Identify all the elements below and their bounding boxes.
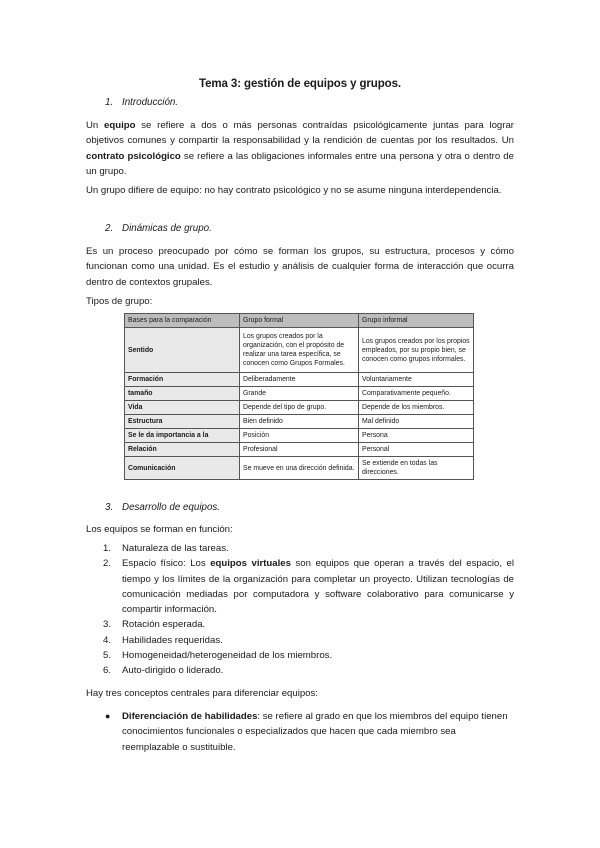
- table-cell: Mal definido: [359, 415, 474, 429]
- table-cell: Comunicación: [125, 457, 240, 480]
- list-item: [86, 541, 514, 556]
- list-item: [86, 648, 514, 663]
- table-cell: Estructura: [125, 415, 240, 429]
- list-item: [86, 633, 514, 648]
- table-cell: Depende de los miembros.: [359, 401, 474, 415]
- list-item: [86, 556, 514, 617]
- table-cell: Los grupos creados por los propios empleados, por su propio bien, se conocen como grupos informales.: [359, 328, 474, 373]
- list-number: 4.: [103, 634, 112, 646]
- table-row: [125, 387, 474, 401]
- section-heading-intro: [105, 97, 178, 108]
- text-run: se refiere a las obligaciones informales entre una persona y otra o dentro de un grupo.: [86, 150, 514, 177]
- list-number: 6.: [103, 665, 112, 677]
- list-number: 3.: [103, 619, 112, 631]
- table-cell: Se mueve en una dirección definida.: [240, 457, 359, 480]
- table-row: [125, 443, 474, 457]
- table-cell: Personal: [359, 443, 474, 457]
- list-text: Rotación esperada.: [122, 619, 206, 631]
- section-heading-dinamicas: [105, 223, 212, 234]
- table-cell: Depende del tipo de grupo.: [240, 401, 359, 415]
- bullet-item: [86, 709, 514, 755]
- bullet-icon: ●: [105, 711, 111, 721]
- table-cell: Posición: [240, 429, 359, 443]
- section-number: 2.: [105, 223, 114, 234]
- list-text: Habilidades requeridas.: [122, 634, 223, 646]
- table-header: Grupo informal: [359, 314, 474, 328]
- table-cell: Formación: [125, 373, 240, 387]
- table-cell: tamaño: [125, 387, 240, 401]
- table-cell: Se le da importancia a la: [125, 429, 240, 443]
- table-cell: Grande: [240, 387, 359, 401]
- page-title: Tema 3: gestión de equipos y grupos.: [199, 78, 401, 90]
- table-row: [125, 328, 474, 373]
- dinamicas-paragraph: Es un proceso preocupado por cómo se forman los grupos, su estructura, procesos y cómo funcionan como una unidad. Es el estudio y análisis de cualquier forma de interacción que ocurra dentro de contextos grupales.: [86, 246, 514, 288]
- table-cell: Persona: [359, 429, 474, 443]
- table-row: [125, 457, 474, 480]
- equipos-intro: Los equipos se forman en función:: [86, 524, 233, 535]
- list-text: Auto-dirigido o liderado.: [122, 665, 224, 677]
- table-cell: Bien definido: [240, 415, 359, 429]
- section-label: Desarrollo de equipos.: [122, 502, 221, 513]
- conceptos-intro: Hay tres conceptos centrales para diferenciar equipos:: [86, 688, 318, 699]
- section-number: 3.: [105, 502, 114, 513]
- text-run: se refiere a dos o más personas contraídas psicológicamente juntas para lograr objetivos comunes y compartir la responsabilidad y la rendición de cuentas por los resultados. Un: [86, 120, 514, 147]
- list-number: 1.: [103, 543, 112, 554]
- term-contrato: contrato psicológico: [86, 150, 181, 162]
- intro-paragraph: [86, 118, 514, 179]
- table-cell: Los grupos creados por la organización, con el propósito de realizar una tarea específica, se conocen como Grupos Formales.: [240, 328, 359, 373]
- section-label: Dinámicas de grupo.: [122, 223, 212, 234]
- table-cell: Se extiende en todas las direcciones.: [359, 457, 474, 480]
- table-row: [125, 401, 474, 415]
- table-cell: Vida: [125, 401, 240, 415]
- section-label: Introducción.: [122, 97, 179, 108]
- table-header-row: [125, 314, 474, 328]
- tipos-label: Tipos de grupo:: [86, 296, 153, 307]
- list-text: son equipos que operan a través del espacio, el tiempo y los límites de la organización para completar un proyecto. Utilizan tecnologías de comunicación mediadas por computadora y software colaborativo para comunicarse y compartir información.: [122, 558, 515, 616]
- table-cell: Profesional: [240, 443, 359, 457]
- list-item: [86, 617, 514, 632]
- table-row: [125, 429, 474, 443]
- section-number: 1.: [105, 97, 114, 108]
- table-cell: Deliberadamente: [240, 373, 359, 387]
- table-cell: Sentido: [125, 328, 240, 373]
- section-heading-desarrollo: [105, 502, 220, 513]
- table-cell: Comparativamente pequeño.: [359, 387, 474, 401]
- term-equipo: equipo: [104, 120, 136, 131]
- table-row: [125, 415, 474, 429]
- text-run: : se refiere al grado en que los miembros del equipo tienen conocimientos funcionales o especializados que hacen que cada miembro sea reemplazable o sustituible.: [122, 711, 508, 753]
- term-diferenciacion: Diferenciación de habilidades: [122, 711, 258, 722]
- group-comparison-table: [124, 313, 474, 480]
- list-text: Espacio físico: Los: [122, 558, 211, 570]
- bullet-text: [122, 709, 512, 755]
- table-header: Grupo formal: [240, 314, 359, 328]
- list-text: Naturaleza de las tareas.: [122, 543, 229, 554]
- list-number: 5.: [103, 650, 112, 662]
- text-run: Un: [86, 120, 105, 131]
- factors-list: [86, 541, 514, 679]
- list-number: 2.: [103, 558, 112, 570]
- table-row: [125, 373, 474, 387]
- term-equipos-virtuales: equipos virtuales: [210, 558, 291, 570]
- table-header: Bases para la comparación: [125, 314, 240, 328]
- list-text: Homogeneidad/heterogeneidad de los miembros.: [122, 650, 333, 662]
- group-vs-team-paragraph: Un grupo difiere de equipo: no hay contrato psicológico y no se asume ninguna interdependencia.: [86, 185, 502, 196]
- table-cell: Voluntariamente: [359, 373, 474, 387]
- table-cell: Relación: [125, 443, 240, 457]
- list-item: [86, 663, 514, 678]
